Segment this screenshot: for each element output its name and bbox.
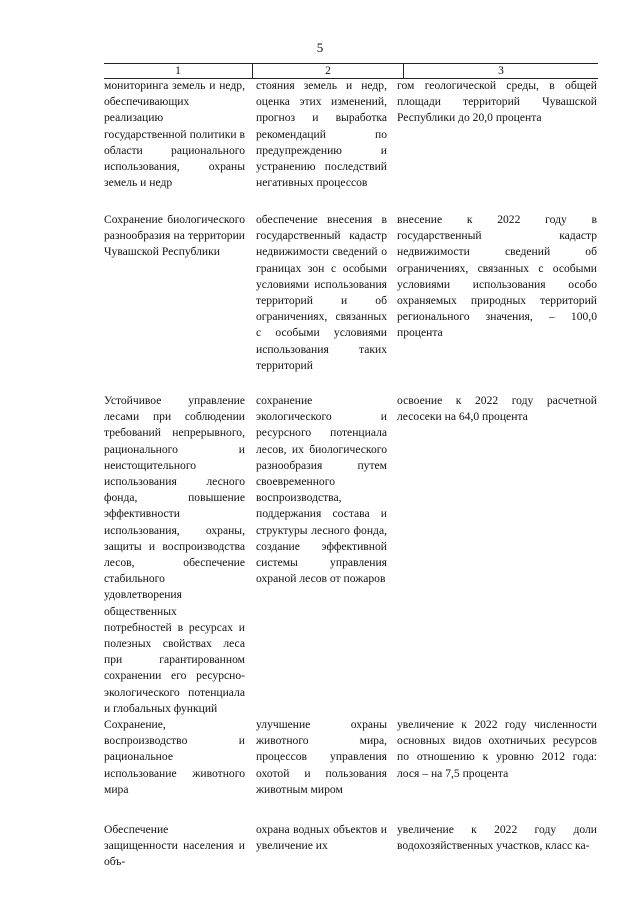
row-task-cell: улучшение охраны животного мира, процессов управления охотой и пользования животным миром — [256, 718, 387, 796]
row-task-cell: сохранение экологического и ресурсного потенциала лесов, их биологического разнообразия путем своевременного воспроизводства, поддержания состава и структуры лесного фонда, создание эффективной системы управления охраной лесов от пожаров — [256, 394, 387, 586]
row-task-cell: стояния земель и недр, оценка этих изменений, прогноз и выработка рекомендаций по предупреждению и устранению последствий негативных процессов — [256, 79, 387, 190]
row-goal-cell: Устойчивое управление лесами при соблюдении требований непрерывного, рационального и неистощительного использования лесного фонда, повышение эффективности использования, охраны, защиты и воспроизводства лесов, обеспечение стабильного удовлетворения общественных потребностей в ресурсах и полезных свойствах леса при гарантированном сохранении его ресурсно-экологического потенциала и глобальных функций — [104, 394, 245, 715]
column-header-2: 2 — [325, 65, 331, 77]
row-indicator-cell: увеличение к 2022 году доли водохозяйственных участков, класс ка- — [397, 823, 597, 853]
page-number: 5 — [316, 40, 324, 55]
row-goal-cell: Сохранение биологического разнообразия на территории Чувашской Республики — [104, 213, 245, 259]
column-header-1: 1 — [175, 65, 181, 77]
row-goal-cell: мониторинга земель и недр, обеспечивающих реализацию государственной политики в области рационального использования, охраны земель и недр — [104, 79, 245, 190]
row-goal-cell: Сохранение, воспроизводство и рациональное использование животного мира — [104, 718, 245, 796]
row-task-cell: обеспечение внесения в государственный кадастр недвижимости сведений о границах зон с особыми условиями использования территорий и об ограничениях, связанных с особыми условиями использования таких территорий — [256, 213, 387, 372]
row-indicator-cell: внесение к 2022 году в государственный кадастр недвижимости сведений об ограничениях, связанных с особыми условиями использования особо охраняемых природных территорий регионального значения, – 100,0 процента — [397, 213, 597, 340]
column-header-3: 3 — [498, 65, 504, 77]
row-task-cell: охрана водных объектов и увеличение их — [256, 823, 387, 853]
row-goal-cell: Обеспечение защищенности населения и объ- — [104, 823, 245, 869]
row-indicator-cell: гом геологической среды, в общей площади территорий Чувашской Республики до 20,0 процента — [397, 79, 597, 125]
row-indicator-cell: освоение к 2022 году расчетной лесосеки на 64,0 процента — [397, 394, 597, 424]
table-header — [104, 63, 598, 79]
row-indicator-cell: увеличение к 2022 году численности основных видов охотничьих ресурсов по отношению к уровню 2012 года: лося – на 7,5 процента — [397, 718, 597, 780]
